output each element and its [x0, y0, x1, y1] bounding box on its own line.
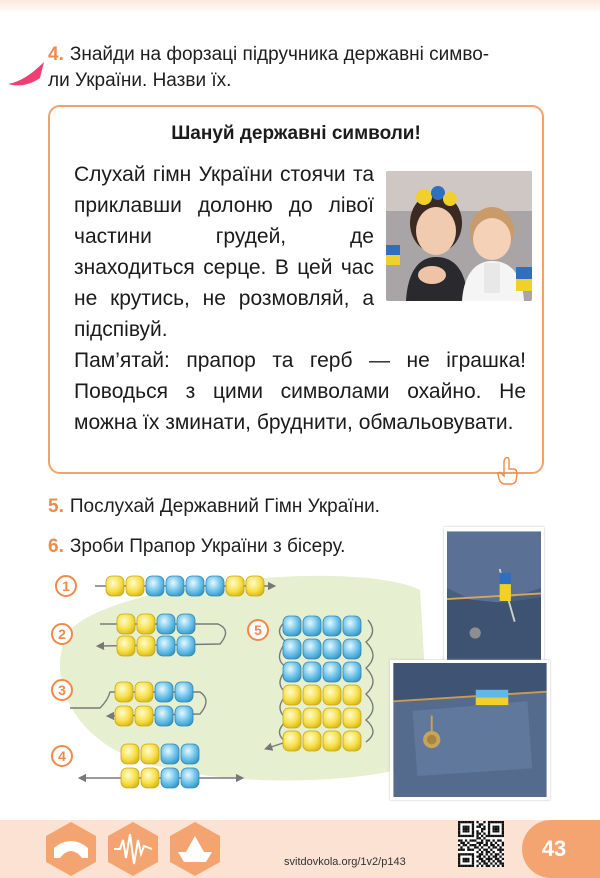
task-6-number: 6.: [48, 536, 64, 557]
step-number-1: [56, 576, 76, 596]
bead-weaving-diagram: [0, 560, 440, 800]
yellow-bead: [323, 685, 341, 705]
step-number-4: [52, 746, 72, 766]
yellow-bead: [137, 636, 155, 656]
yellow-bead: [303, 708, 321, 728]
blue-bead: [323, 639, 341, 659]
yellow-bead: [126, 576, 144, 596]
paper-boat-hexagon-icon: [168, 820, 222, 878]
blue-bead: [157, 636, 175, 656]
rule-box-paragraph-2: Пам’ятай: прапор та герб — не іграшка! Поводься з цими символами охайно. Не можна їх зминати, бруднити, обмальовувати.: [74, 349, 526, 434]
denim-jacket-pin-photo: [444, 527, 544, 675]
task-4: [48, 42, 548, 94]
blue-bead: [206, 576, 224, 596]
yellow-bead: [141, 768, 159, 788]
step-number-2: [52, 624, 72, 644]
yellow-bead: [343, 731, 361, 751]
rule-box-paragraph-1: Слухай гімн України стоячи та приклавши долоню до лівої частини грудей, де знаходиться серце. В цей час не крутись, не розмовляй, а підспівуй.: [74, 163, 374, 341]
yellow-bead: [106, 576, 124, 596]
sound-wave-hexagon-icon: [106, 820, 160, 878]
children-singing-photo: [386, 171, 532, 301]
yellow-bead: [115, 682, 133, 702]
yellow-bead: [135, 682, 153, 702]
blue-bead: [323, 616, 341, 636]
yellow-bead: [303, 731, 321, 751]
yellow-bead: [121, 768, 139, 788]
blue-bead: [175, 682, 193, 702]
task-5-number: 5.: [48, 496, 64, 517]
bookmark-arrow-icon: [6, 58, 50, 92]
yellow-bead: [283, 731, 301, 751]
footer-url-link[interactable]: svitdovkola.org/1v2/p143: [284, 856, 406, 868]
blue-bead: [177, 614, 195, 634]
svg-text:4: 4: [58, 748, 66, 764]
yellow-bead: [226, 576, 244, 596]
yellow-bead: [283, 708, 301, 728]
denim-jacket-bead-flag-photo: [390, 660, 550, 800]
blue-bead: [155, 682, 173, 702]
footer: [0, 820, 600, 878]
rule-box-title: Шануй державні символи!: [171, 123, 421, 144]
task-6-text: Зроби Прапор України з бісеру.: [69, 536, 346, 557]
svg-text:3: 3: [58, 682, 66, 698]
blue-bead: [161, 744, 179, 764]
yellow-bead: [117, 636, 135, 656]
task-5-text: Послухай Державний Гімн України.: [69, 496, 380, 517]
yellow-bead: [135, 706, 153, 726]
blue-bead: [303, 662, 321, 682]
svg-text:5: 5: [254, 622, 262, 638]
blue-bead: [175, 706, 193, 726]
task-4-line1: Знайди на форзаці підручника державні симво-: [69, 44, 490, 65]
task-4-number: 4.: [48, 44, 64, 65]
blue-bead: [343, 616, 361, 636]
qr-code[interactable]: [458, 821, 504, 867]
blue-bead: [343, 662, 361, 682]
step-number-5: [248, 620, 268, 640]
yellow-bead: [303, 685, 321, 705]
yellow-bead: [343, 685, 361, 705]
yellow-bead: [117, 614, 135, 634]
blue-bead: [283, 662, 301, 682]
svg-text:2: 2: [58, 626, 66, 642]
yellow-bead: [121, 744, 139, 764]
blue-bead: [155, 706, 173, 726]
task-4-line2: ли України. Назви їх.: [48, 70, 232, 91]
yellow-bead: [246, 576, 264, 596]
blue-bead: [166, 576, 184, 596]
blue-bead: [177, 636, 195, 656]
blue-bead: [186, 576, 204, 596]
blue-bead: [283, 616, 301, 636]
blue-bead: [343, 639, 361, 659]
top-band: [0, 0, 600, 14]
blue-bead: [157, 614, 175, 634]
task-5: [48, 494, 380, 520]
blue-bead: [283, 639, 301, 659]
blue-bead: [181, 744, 199, 764]
task-6: [48, 534, 345, 560]
yellow-bead: [323, 708, 341, 728]
page-number: 43: [541, 836, 567, 861]
yellow-bead: [141, 744, 159, 764]
yellow-bead: [137, 614, 155, 634]
blue-bead: [323, 662, 341, 682]
blue-bead: [181, 768, 199, 788]
rule-box: [48, 105, 544, 474]
blue-bead: [146, 576, 164, 596]
yellow-bead: [343, 708, 361, 728]
yellow-bead: [283, 685, 301, 705]
bridge-hexagon-icon: [44, 820, 98, 878]
yellow-bead: [115, 706, 133, 726]
svg-text:1: 1: [62, 578, 70, 594]
hand-pointer-icon: [496, 457, 518, 485]
blue-bead: [161, 768, 179, 788]
blue-bead: [303, 616, 321, 636]
yellow-bead: [323, 731, 341, 751]
step-number-3: [52, 680, 72, 700]
blue-bead: [303, 639, 321, 659]
